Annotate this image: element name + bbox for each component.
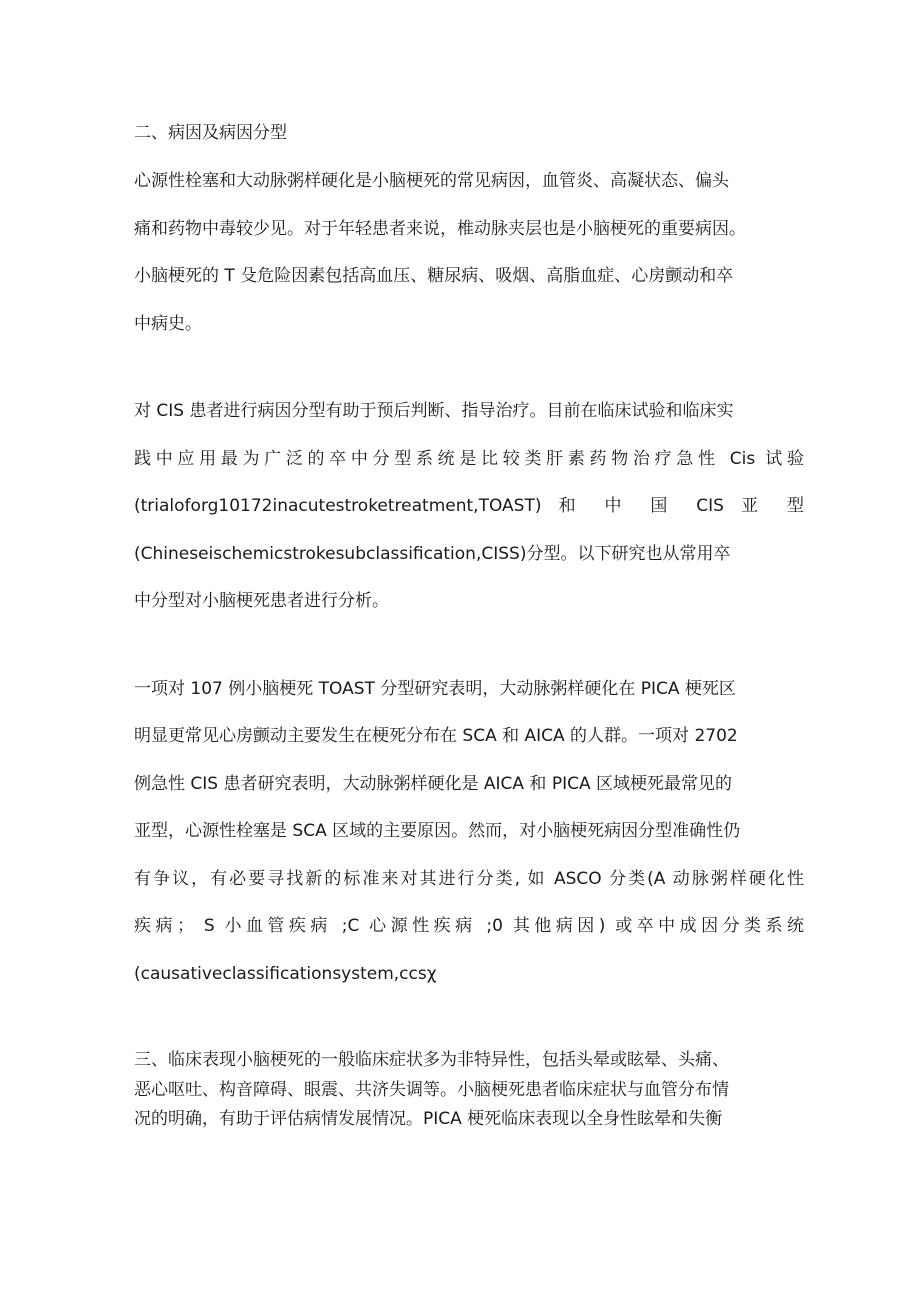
text-line: 中病史。: [134, 313, 202, 334]
text-line: (trialoforg10172inacutestroketreatment,TOAST) 和 中 国 CIS 亚 型: [134, 496, 804, 516]
paragraph-toast-studies: [134, 666, 804, 999]
section-heading-etiology: 二、病因及病因分型: [134, 123, 287, 143]
text-line: 有争议，有必要寻找新的标准来对其进行分类, 如 ASCO 分类(A 动脉粥样硬化性: [134, 868, 804, 889]
text-line: 小脑梗死的 T 殳危险因素包括高血压、糖尿病、吸烟、高脂血症、心房颤动和卒: [134, 266, 734, 286]
text-line: 例急性 CIS 患者研究表明，大动脉粥样硬化是 AICA 和 PICA 区域梗死最常见的: [134, 773, 733, 794]
text-line: 恶心呕吐、构音障碍、眼震、共济失调等。小脑梗死患者临床症状与血管分布情: [134, 1079, 729, 1100]
text-line: 践中应用最为广泛的卒中分型系统是比较类肝素药物治疗急性 Cis 试验: [134, 448, 804, 469]
paragraph-classification-systems: [134, 388, 804, 626]
text-line: 痛和药物中毒较少见。对于年轻患者来说，椎动脉夹层也是小脑梗死的重要病因。: [134, 218, 746, 239]
text-line: 明显更常见心房颤动主要发生在梗死分布在 SCA 和 AICA 的人群。一项对 2702: [134, 726, 738, 746]
text-line: 亚型，心源性栓塞是 SCA 区域的主要原因。然而，对小脑梗死病因分型准确性仍: [134, 821, 741, 841]
text-line: (Chineseischemicstrokesubclassification,CISS)分型。以下研究也从常用卒: [134, 543, 731, 564]
text-line: 心源性栓塞和大动脉粥样硬化是小脑梗死的常见病因，血管炎、高凝状态、偏头: [134, 171, 729, 191]
text-line: 对 CIS 患者进行病因分型有助于预后判断、指导治疗。目前在临床试验和临床实: [134, 401, 734, 421]
text-line: 况的明确，有助于评估病情发展情况。PICA 梗死临床表现以全身性眩晕和失衡: [134, 1109, 723, 1129]
text-line: 一项对 107 例小脑梗死 TOAST 分型研究表明，大动脉粥样硬化在 PICA 梗死区: [134, 678, 736, 699]
paragraph-clinical-manifestations: [134, 1046, 804, 1135]
paragraph-risk-factors: [134, 158, 804, 348]
text-line: 中分型对小脑梗死患者进行分析。: [134, 591, 389, 611]
text-line: 三、临床表现小脑梗死的一般临床症状多为非特异性，包括头晕或眩晕、头痛、: [134, 1050, 729, 1070]
text-line: (causativeclassificationsystem,ccsχ: [134, 963, 437, 984]
text-line: 疾病； S 小血管疾病 ;C 心源性疾病 ;0 其他病因) 或卒中成因分类系统: [134, 916, 804, 936]
